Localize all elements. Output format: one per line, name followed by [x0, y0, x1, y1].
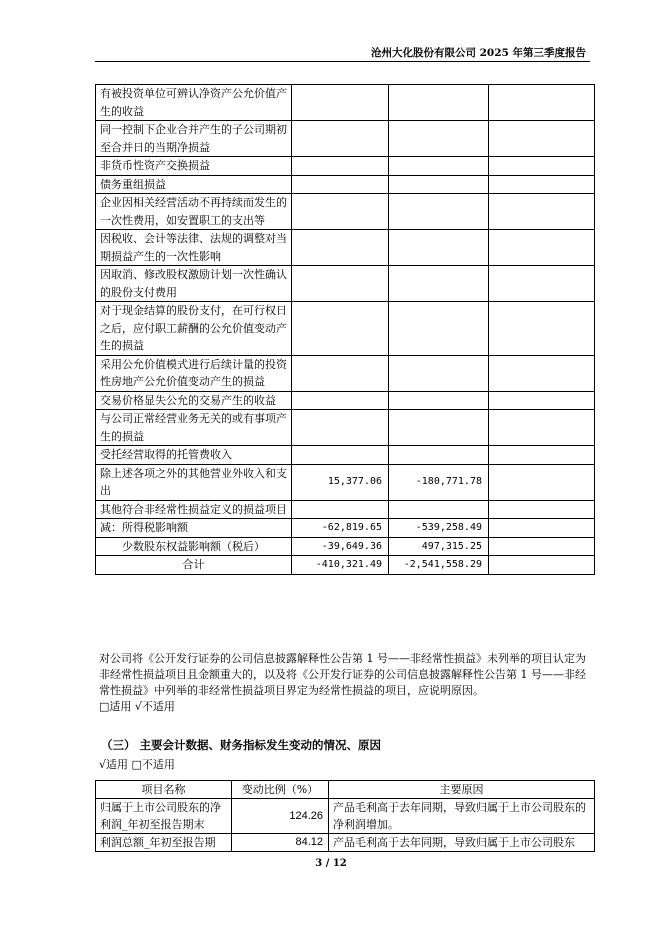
current-value: [292, 85, 389, 121]
table-row: [96, 175, 595, 194]
ytd-value: [389, 85, 489, 121]
header-divider: [95, 61, 590, 62]
ytd-value: [389, 157, 489, 176]
table-row: [96, 834, 595, 852]
ytd-value: -2,541,558.29: [389, 556, 489, 575]
item-label: 企业因相关经营活动不再持续而发生的一次性费用，如安置职工的支出等: [96, 194, 292, 230]
table-row: [96, 230, 595, 266]
table-row: [96, 157, 595, 176]
page-header: 沧州大化股份有限公司 2025 年第三季度报告: [370, 47, 586, 59]
non-recurring-note: 对公司将《公开发行证券的公司信息披露解释性公告第 1 号——非经常性损益》未列举的项目认定为非经常性损益项目且金额重大的，以及将《公开发行证券的公司信息披露解释性公告第 1 号——非经常性损益》中列举的非经常性损益项目界定为经常性损益的项目，应说明原因。: [99, 652, 586, 697]
change-reason: 产品毛利高于去年同期，导致归属于上市公司股东: [329, 834, 595, 852]
table-row: [96, 121, 595, 157]
current-value: [292, 266, 389, 302]
item-label: 债务重组损益: [96, 175, 292, 194]
item-label: 合计: [96, 556, 292, 575]
ytd-value: [389, 500, 489, 519]
ytd-value: [389, 355, 489, 391]
current-value: [292, 121, 389, 157]
table-row: [96, 799, 595, 834]
item-label: 交易价格显失公允的交易产生的收益: [96, 391, 292, 410]
ytd-value: [389, 446, 489, 465]
table-row: [96, 464, 595, 500]
table-row: [96, 302, 595, 356]
item-label: 其他符合非经常性损益定义的损益项目: [96, 500, 292, 519]
table-row-total: [96, 556, 595, 575]
section-title: （三） 主要会计数据、财务指标发生变动的情况、原因: [101, 738, 382, 752]
item-name: 利润总额_年初至报告期: [96, 834, 232, 852]
current-value: -410,321.49: [292, 556, 389, 575]
ytd-value: [389, 175, 489, 194]
item-note: [489, 355, 595, 391]
table-row: [96, 266, 595, 302]
ytd-value: [389, 302, 489, 356]
current-value: -62,819.65: [292, 519, 389, 538]
item-label: 因税收、会计等法律、法规的调整对当期损益产生的一次性影响: [96, 230, 292, 266]
page-number: 3 / 12: [315, 858, 347, 869]
ytd-value: -539,258.49: [389, 519, 489, 538]
column-header: 主要原因: [329, 781, 595, 799]
item-note: [489, 85, 595, 121]
change-reason: 产品毛利高于去年同期，导致归属于上市公司股东的净利润增加。: [329, 799, 595, 834]
ytd-value: [389, 121, 489, 157]
item-note: [489, 194, 595, 230]
item-note: [489, 121, 595, 157]
item-label: 对于现金结算的股份支付，在可行权日之后，应付职工薪酬的公允价值变动产生的损益: [96, 302, 292, 356]
item-note: [489, 175, 595, 194]
item-label: 非货币性资产交换损益: [96, 157, 292, 176]
current-value: [292, 157, 389, 176]
item-label: 减：所得税影响额: [96, 519, 292, 538]
current-value: [292, 355, 389, 391]
table-row: [96, 194, 595, 230]
ytd-value: 497,315.25: [389, 537, 489, 556]
table-row: [96, 391, 595, 410]
item-label: 与公司正常经营业务无关的或有事项产生的损益: [96, 410, 292, 446]
column-header: 项目名称: [96, 781, 232, 799]
current-value: [292, 446, 389, 465]
ytd-value: -180,771.78: [389, 464, 489, 500]
ytd-value: [389, 194, 489, 230]
item-label: 受托经营取得的托管费收入: [96, 446, 292, 465]
item-note: [489, 266, 595, 302]
current-value: [292, 410, 389, 446]
item-label: 采用公允价值模式进行后续计量的投资性房地产公允价值变动产生的损益: [96, 355, 292, 391]
item-note: [489, 157, 595, 176]
item-label: 除上述各项之外的其他营业外收入和支出: [96, 464, 292, 500]
item-note: [489, 556, 595, 575]
item-note: [489, 391, 595, 410]
current-value: -39,649.36: [292, 537, 389, 556]
current-value: 15,377.06: [292, 464, 389, 500]
ytd-value: [389, 266, 489, 302]
ytd-value: [389, 391, 489, 410]
ytd-value: [389, 410, 489, 446]
table-row: [96, 410, 595, 446]
table-row: [96, 537, 595, 556]
item-name: 归属于上市公司股东的净利润_年初至报告期末: [96, 799, 232, 834]
changes-table: [95, 780, 595, 852]
item-note: [489, 464, 595, 500]
item-label: 有被投资单位可辨认净资产公允价值产生的收益: [96, 85, 292, 121]
ytd-value: [389, 230, 489, 266]
current-value: [292, 500, 389, 519]
table-row: [96, 446, 595, 465]
item-note: [489, 500, 595, 519]
item-note: [489, 230, 595, 266]
item-note: [489, 410, 595, 446]
item-note: [489, 302, 595, 356]
item-note: [489, 446, 595, 465]
table-row: [96, 519, 595, 538]
current-value: [292, 175, 389, 194]
non-recurring-items-table: [95, 84, 595, 575]
item-label: 少数股东权益影响额（税后）: [96, 537, 292, 556]
item-note: [489, 537, 595, 556]
table-header-row: [96, 781, 595, 799]
change-ratio: 84.12: [232, 834, 329, 852]
item-note: [489, 519, 595, 538]
current-value: [292, 302, 389, 356]
current-value: [292, 391, 389, 410]
table-row: [96, 355, 595, 391]
section-applicability-checkbox: √适用 □不适用: [99, 758, 175, 771]
applicability-checkbox: □适用 √不适用: [99, 700, 175, 713]
item-label: 同一控制下企业合并产生的子公司期初至合并日的当期净损益: [96, 121, 292, 157]
current-value: [292, 194, 389, 230]
column-header: 变动比例（%）: [232, 781, 329, 799]
table-row: [96, 85, 595, 121]
current-value: [292, 230, 389, 266]
change-ratio: 124.26: [232, 799, 329, 834]
table-row: [96, 500, 595, 519]
item-label: 因取消、修改股权激励计划一次性确认的股份支付费用: [96, 266, 292, 302]
